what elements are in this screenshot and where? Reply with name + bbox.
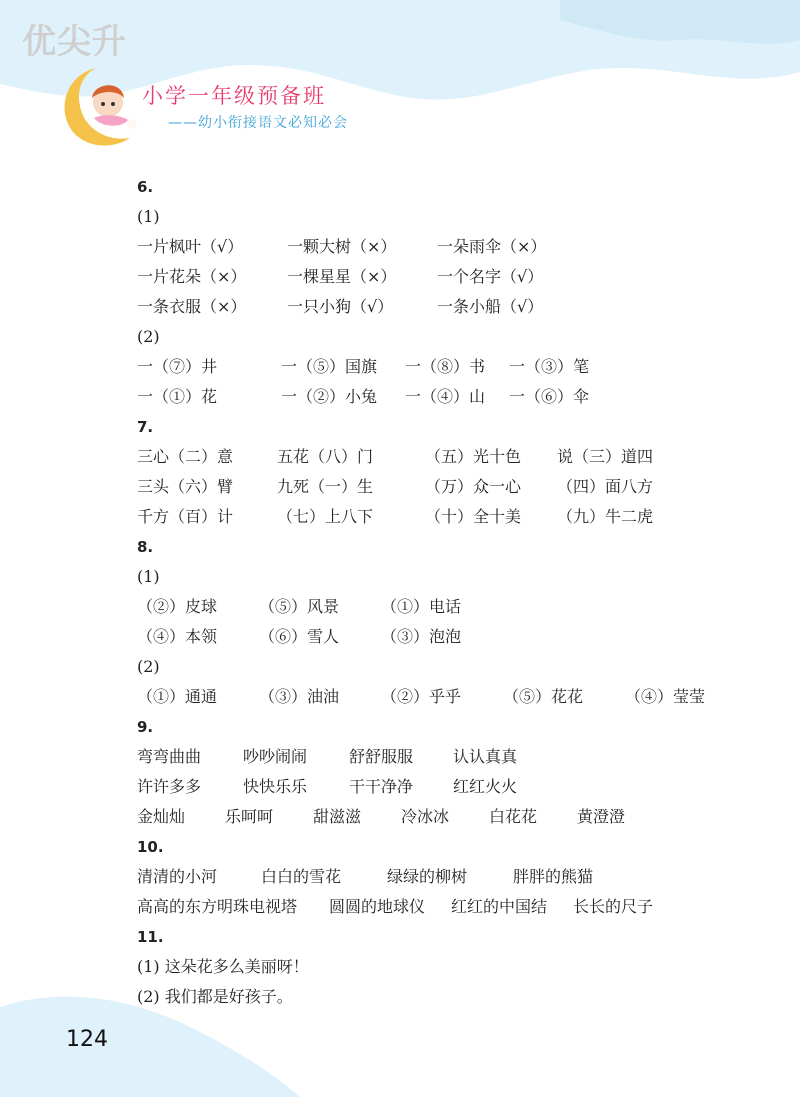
answer-subpart: (2) [137,657,160,676]
answer-cell: 一条衣服（×） [137,297,247,316]
answer-cell: 白花花 [489,807,538,826]
answer-row [137,772,757,802]
answer-cell: 三心（二）意 [137,447,234,466]
answer-cell: 红红火火 [453,777,518,796]
answer-cell: （万）众一心 [425,477,522,496]
answer-cell: 一（⑥）伞 [509,387,590,406]
question-number: 9. [137,718,154,736]
answer-row [137,862,757,892]
answer-cell: （②）皮球 [137,597,218,616]
answer-cell: 一（⑤）国旗 [281,357,378,376]
answer-cell: 一片花朵（×） [137,267,247,286]
question-number: 6. [137,178,154,196]
answer-cell: （十）全十美 [425,507,522,526]
answer-row [137,622,757,652]
series-title: 小学一年级预备班 [142,84,326,108]
answer-cell: 认认真真 [453,747,518,766]
question-number: 8. [137,538,154,556]
answer-cell: 一（①）花 [137,387,218,406]
answer-cell: 千方（百）计 [137,507,234,526]
answer-row [137,382,757,412]
answer-cell: 一棵星星（×） [287,267,397,286]
answer-cell: （④）莹莹 [625,687,706,706]
answer-cell: 金灿灿 [137,807,186,826]
answer-row [137,442,757,472]
answer-cell: 快快乐乐 [243,777,308,796]
answer-cell: （⑤）风景 [259,597,340,616]
series-subtitle: ——幼小衔接语文必知必会 [168,115,348,131]
answer-cell: 乐呵呵 [225,807,274,826]
answer-cell: 五花（八）门 [277,447,374,466]
page-number: 124 [66,1027,108,1052]
answer-cell: 一个名字（√） [437,267,544,286]
answer-subpart: (1) [137,567,160,586]
moon-child-illustration [56,62,146,152]
answer-cell: 三头（六）臂 [137,477,234,496]
answer-cell: （①）电话 [381,597,462,616]
answer-cell: 长长的尺子 [573,897,654,916]
answer-cell: 一条小船（√） [437,297,544,316]
answer-row [137,892,757,922]
answer-cell: （③）泡泡 [381,627,462,646]
answer-row [137,232,757,262]
answer-cell: 黄澄澄 [577,807,626,826]
answer-cell: （七）上八下 [277,507,374,526]
answer-subpart: (1) [137,207,160,226]
answer-cell: （九）牛二虎 [557,507,654,526]
answer-cell: （⑤）花花 [503,687,584,706]
answer-cell: （②）乎乎 [381,687,462,706]
answer-cell: 一片枫叶（√） [137,237,244,256]
answer-cell: 红红的中国结 [451,897,548,916]
answer-row [137,682,757,712]
answer-row [137,472,757,502]
answer-row [137,802,757,832]
question-number: 11. [137,928,164,946]
question-number: 7. [137,418,154,436]
answer-cell: 许许多多 [137,777,202,796]
answer-subpart: (2) [137,327,160,346]
answer-row [137,502,757,532]
answer-cell: 高高的东方明珠电视塔 [137,897,298,916]
answer-cell: 一（④）山 [405,387,486,406]
answer-cell: （④）本领 [137,627,218,646]
answer-cell: 一（⑧）书 [405,357,486,376]
answer-cell: 一（②）小兔 [281,387,378,406]
answer-cell: 甜滋滋 [313,807,362,826]
brand-logo-text: 优尖升 [22,22,127,62]
answer-cell: 冷冰冰 [401,807,450,826]
answer-cell: （五）光十色 [425,447,522,466]
answer-cell: 胖胖的熊猫 [513,867,594,886]
answer-row [137,592,757,622]
answer-row [137,262,757,292]
answer-cell: 一（⑦）井 [137,357,218,376]
answer-subpart: (1) 这朵花多么美丽呀！ [137,957,309,976]
answer-row [137,292,757,322]
answer-cell: 说（三）道四 [557,447,654,466]
answer-cell: 清清的小河 [137,867,218,886]
answer-row [137,742,757,772]
answer-cell: 绿绿的柳树 [387,867,468,886]
answer-cell: （四）面八方 [557,477,654,496]
answer-cell: （①）通通 [137,687,218,706]
answer-cell: 干干净净 [349,777,414,796]
answer-cell: 一颗大树（×） [287,237,397,256]
answer-cell: 一只小狗（√） [287,297,394,316]
question-number: 10. [137,838,164,856]
answer-cell: 圆圆的地球仪 [329,897,426,916]
answer-row [137,352,757,382]
answer-cell: 吵吵闹闹 [243,747,308,766]
answer-cell: 白白的雪花 [261,867,342,886]
answer-cell: （③）油油 [259,687,340,706]
answer-cell: 一（③）笔 [509,357,590,376]
answer-key-content [137,172,757,1012]
answer-subpart: (2) 我们都是好孩子。 [137,987,293,1006]
answer-cell: 九死（一）生 [277,477,374,496]
answer-cell: （⑥）雪人 [259,627,340,646]
answer-cell: 舒舒服服 [349,747,414,766]
answer-cell: 弯弯曲曲 [137,747,202,766]
answer-cell: 一朵雨伞（×） [437,237,547,256]
